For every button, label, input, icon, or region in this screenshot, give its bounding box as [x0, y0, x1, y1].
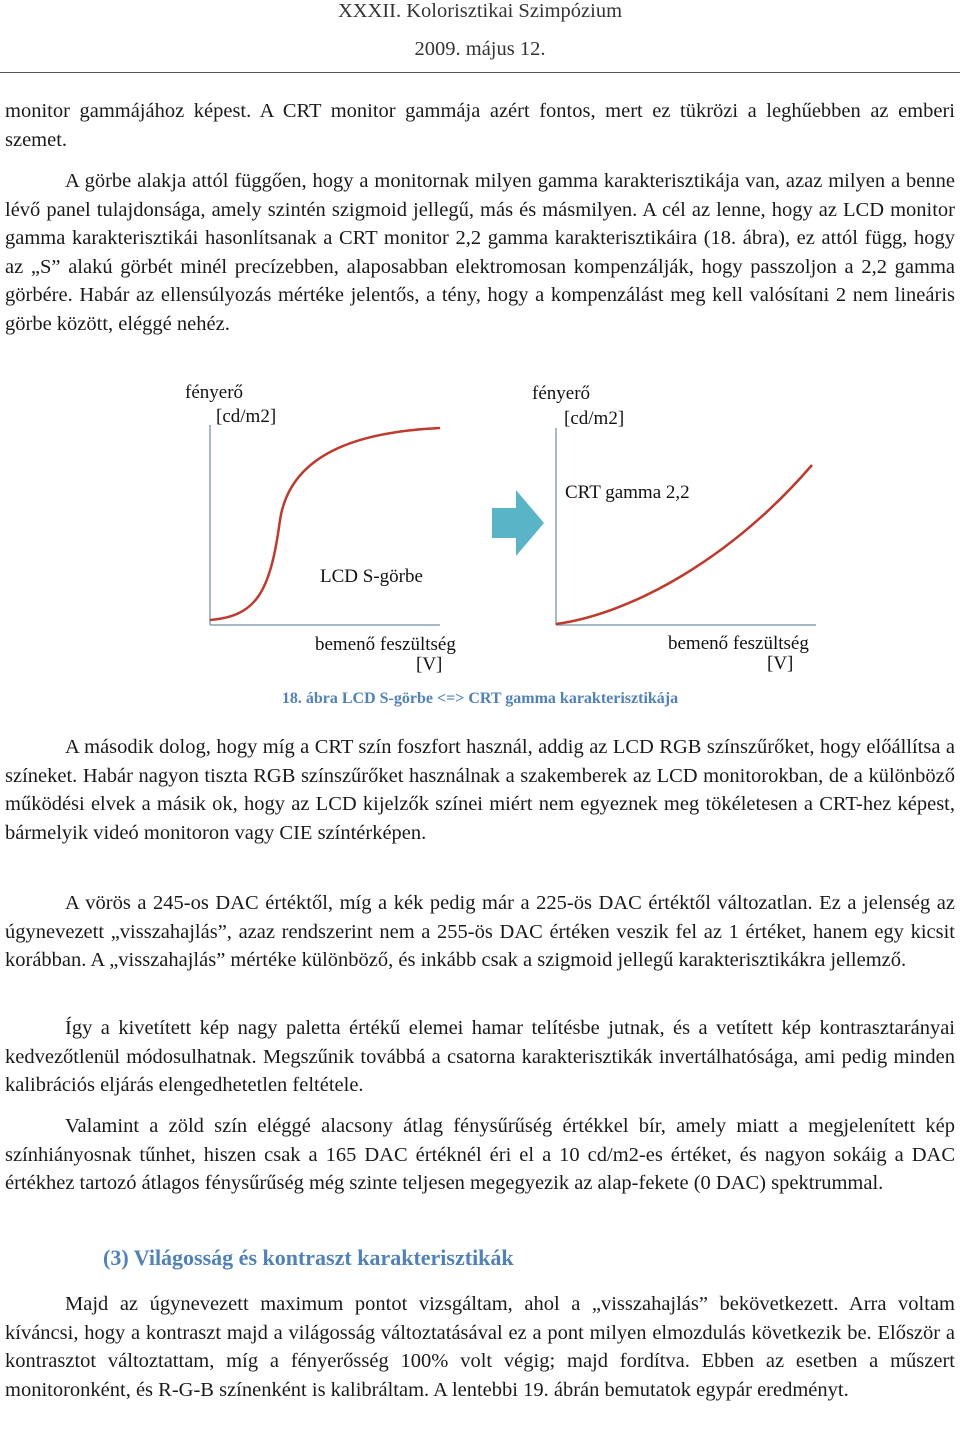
right-xlabel-2: [V]	[767, 653, 794, 674]
paragraph-5: Így a kivetített kép nagy paletta értékű elemei hamar telítésbe jutnak, és a vetített kép kontrasztarányai kedvezőtlenül módosulhatnak. Megszűnik továbbá a csatorna karakterisztikák invertálhatósága, ami pedig minden kalibrációs eljárás elengedhetetlen feltétele.	[5, 1017, 955, 1096]
paragraph-7: Majd az úgynevezett maximum pontot vizsgáltam, ahol a „visszahajlás” bekövetkezett. Arra voltam kíváncsi, hogy a kontraszt majd a világosság változtatásával ez a pont milyen elmozdulás következik be. Először a kontrasztot változtattam, míg a fényerősség 100% volt végig; majd fordítva. Ebben az esetben a műszert monitoronként, és R-G-B színenként is kalibráltam. A lentebbi 19. ábrán bemutatok egypár eredményt.	[5, 1293, 955, 1401]
header-rule	[0, 72, 960, 73]
paragraph-6: Valamint a zöld szín eléggé alacsony átlag fénysűrűség értékkel bír, amely miatt a megjelenített kép színhiányosnak tűnhet, hiszen csak a 165 DAC értéknél éri el a 10 cd/m2-es értéket, és nagyon sokáig a DAC értékhez tartozó átlagos fénysűrűség még szinte teljesen megegyezik az alap-fekete (0 DAC) spektrummal.	[5, 1115, 955, 1194]
right-ylabel-1: fényerő	[532, 383, 591, 404]
paragraph-2: A görbe alakja attól függően, hogy a monitornak milyen gamma karakterisztikája van, azaz milyen a benne lévő panel tulajdonsága, amely szintén szigmoid jellegű, más és másmilyen. A cél az lenne, hogy az LCD monitor gamma karakterisztikái hasonlítsanak a CRT monitor 2,2 gamma karakterisztikáira (18. ábra), ez attól függ, hogy az „S” alakú görbét minél precízebben, alaposabban elektromosan kompenzálják, hogy passzoljon a 2,2 gamma görbére. Habár az ellensúlyozás mértéke jelentős, a tény, hogy a kompenzálást meg kell valósítani 2 nem lineáris görbe között, eléggé nehéz.	[5, 170, 955, 335]
paragraph-4: A vörös a 245-os DAC értéktől, míg a kék pedig már a 225-ös DAC értéktől változatlan. Ez a jelenség az úgynevezett „visszahajlás”, azaz rendszerint nem a 255-ös DAC értéken veszik fel az 1 értéket, hanem egy kicsit korábban. A „visszahajlás” mértéke különböző, és inkább csak a szigmoid jellegű karakterisztikákra jellemző.	[5, 892, 955, 971]
right-xlabel-1: bemenő feszültség	[668, 633, 809, 654]
lcd-s-curve	[210, 428, 440, 620]
paragraph-3: A második dolog, hogy míg a CRT szín foszfort használ, addig az LCD RGB színszűrőket, hogy előállítsa a színeket. Habár nagyon tiszta RGB színszűrőket használnak a szakemberek az LCD monitorokban, de a különböző működési elvek a másik ok, hogy az LCD kijelzők színei miért nem egyeznek meg tökéletesen a CRT-hez képest, bármelyik videó monitoron vagy CIE színtérképen.	[5, 736, 955, 844]
left-xlabel-1: bemenő feszültség	[315, 634, 456, 655]
arrow-icon	[492, 490, 544, 556]
figure-18-graphic	[160, 370, 840, 680]
figure-caption: 18. ábra LCD S-görbe <=> CRT gamma karakterisztikája	[281, 690, 679, 707]
figure-18	[160, 370, 840, 680]
right-curve-label: CRT gamma 2,2	[565, 482, 690, 503]
left-ylabel-1: fényerő	[185, 382, 244, 403]
left-ylabel-2: [cd/m2]	[216, 406, 277, 427]
section-heading: (3) Világosság és kontraszt karakterisztikák	[103, 1245, 514, 1270]
header-title: XXXII. Kolorisztikai Szimpózium	[337, 0, 623, 22]
paragraph-1: monitor gammájához képest. A CRT monitor gammája azért fontos, mert ez tükrözi a leghűebben az emberi szemet.	[5, 100, 955, 151]
header-date: 2009. május 12.	[414, 38, 546, 60]
right-ylabel-2: [cd/m2]	[564, 408, 625, 429]
left-xlabel-2: [V]	[416, 654, 443, 675]
left-curve-label: LCD S-görbe	[320, 566, 423, 587]
